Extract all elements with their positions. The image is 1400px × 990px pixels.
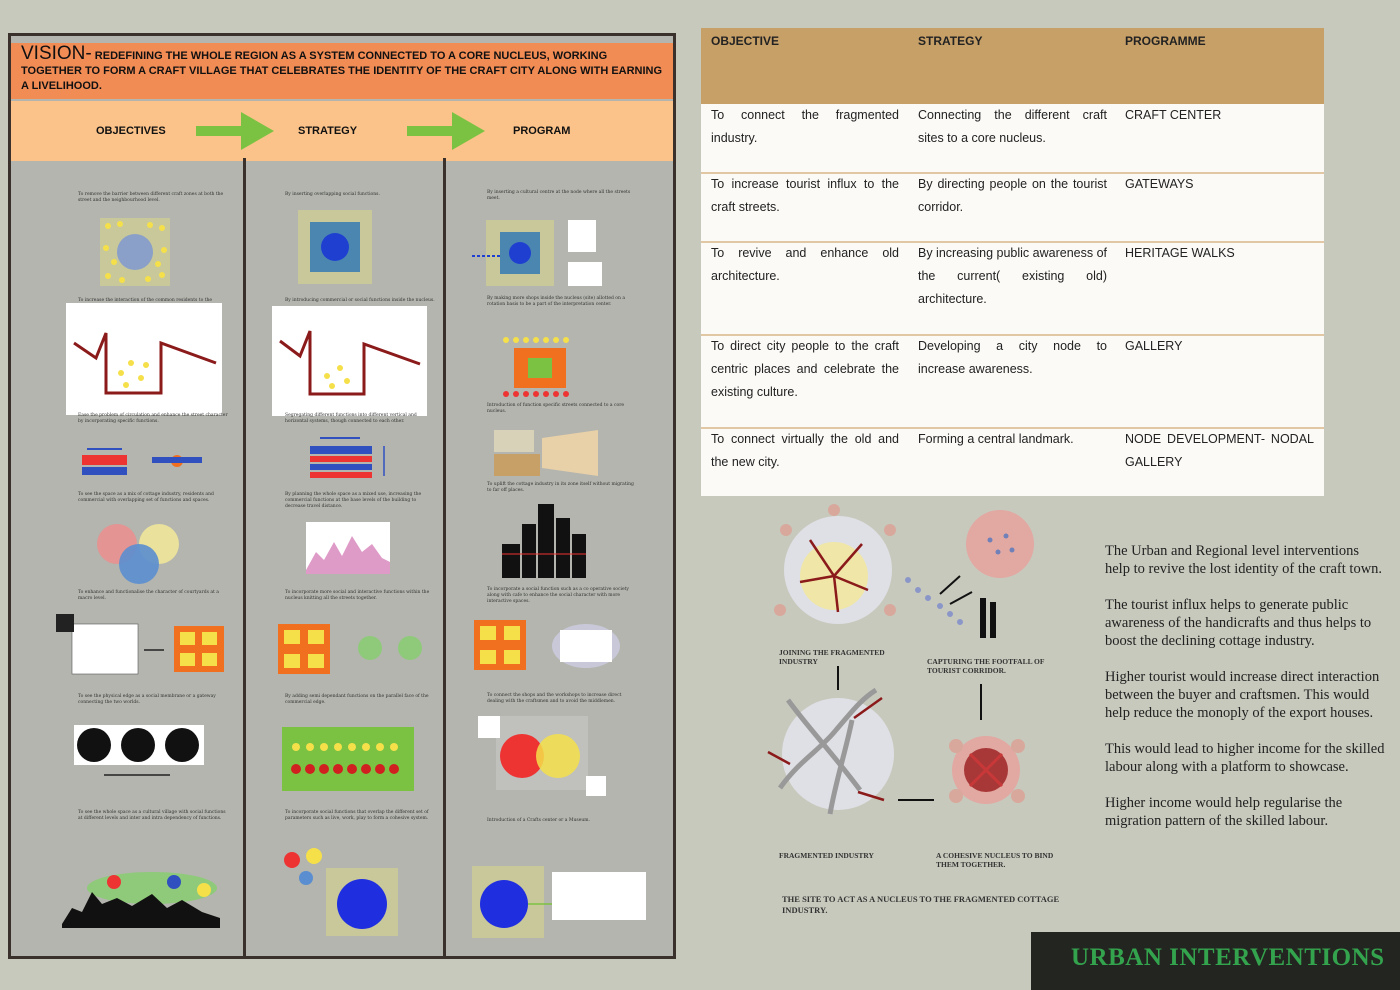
fragmented-caption: FRAGMENTED INDUSTRY [779, 851, 874, 860]
board-header-band [11, 101, 673, 161]
table-cell-objective: To connect the fragmented industry. [711, 108, 899, 145]
table-cell-programme: CRAFT CENTER [1125, 108, 1222, 122]
co-operative-icon [474, 620, 622, 676]
vision-banner [11, 43, 673, 99]
table-cell-strategy: By directing people on the tourist corridor. [918, 177, 1107, 214]
strategy-caption: By planning the whole space as a mixed use, increasing the commercial functions at the base levels of the building to decrease travel distance. [285, 492, 422, 509]
table-cell-programme: GATEWAYS [1125, 177, 1194, 191]
street-network-map [66, 303, 222, 415]
program-caption: Introduction of function specific streets connected to a core nucleus. [487, 403, 625, 414]
cohesive-caption: A COHESIVE NUCLEUS TO BIND THEM TOGETHER. [936, 851, 1054, 869]
program-caption: By inserting a cultural centre at the node where all the streets meet. [487, 190, 631, 201]
vision-statement: REDEFINING THE WHOLE REGION AS A SYSTEM CONNECTED TO A CORE NUCLEUS, WORKING TOGETHER TO FORM A CRAFT VILLAGE THAT CELEBRATES THE IDENTITY OF THE CRAFT CITY ALONG WITH EARNING A LIVELIHOOD. [21, 50, 663, 92]
tower-buildings-icon [502, 504, 586, 578]
objectives-header: OBJECTIVES [96, 125, 166, 137]
summary-text [1105, 542, 1385, 848]
column-divider [243, 158, 246, 956]
objective-caption: To enhance and functionalise the character of courtyards at a macro level. [78, 590, 219, 601]
shops-workshops-venn [478, 716, 608, 798]
program-caption: Introduction of a Crafts center or a Museum. [487, 818, 590, 823]
table-cell-strategy: By increasing public awareness of the current( existing old) architecture. [918, 246, 1107, 306]
page-title: URBAN INTERVENTIONS [1071, 944, 1385, 971]
strategy-caption: By adding semi dependant functions on the parallel face of the commercial edge. [285, 694, 429, 705]
nucleus-map [272, 306, 427, 416]
strategy-caption: By introducing commercial or social functions inside the nucleus. [285, 298, 435, 303]
summary-paragraph: Higher tourist would increase direct interaction between the buyer and craftsmen. This would help reduce the monoply of the export houses. [1105, 669, 1380, 721]
table-header-cell: PROGRAMME [1125, 34, 1206, 48]
table-header-cell: OBJECTIVE [711, 34, 780, 48]
objective-caption: To increase the interaction of the common residents to the [78, 298, 213, 303]
footer-banner [1031, 932, 1400, 990]
table-cell-objective: To increase tourist influx to the craft streets. [711, 177, 899, 214]
table-cell-strategy: Developing a city node to increase awareness. [918, 339, 1107, 376]
column-divider [443, 158, 446, 956]
objectives-table [701, 28, 1324, 496]
program-caption: By making more shops inside the nucleus (site) allotted on a rotation basis to be a part of the interpretation center. [487, 296, 626, 307]
craft-zones-icon [100, 218, 170, 286]
table-header-row [701, 28, 1324, 104]
mixed-use-venn [95, 522, 185, 584]
strategy-caption: Segregating different functions into different vertical and horizontal systems, though connected to each other. [285, 413, 417, 424]
joining-caption: JOINING THE FRAGMENTED INDUSTRY [779, 648, 885, 666]
vision-lead: VISION- [21, 43, 92, 64]
arrow-right-icon [407, 109, 487, 153]
summary-paragraph: This would lead to higher income for the skilled labour along with a platform to showcase. [1105, 741, 1385, 775]
function-streets-icon [502, 336, 578, 398]
courtyard-plan [56, 614, 228, 678]
strategy-caption: To incorporate social functions that overlap the different set of parameters such as live, work, play to form a cohesive system. [285, 810, 429, 821]
summary-paragraph: The tourist influx helps to generate public awareness of the handicrafts and thus helps to boost the declining cottage industry. [1105, 597, 1372, 649]
social-nucleus-icon [278, 624, 428, 676]
objective-caption: To see the space as a mix of cottage industry, residents and commercial with overlapping set of functions and spaces. [78, 492, 214, 503]
overlap-square-icon [298, 210, 372, 284]
summary-paragraph: The Urban and Regional level interventions help to revive the lost identity of the craft town. [1105, 543, 1383, 577]
edge-functions-icon [282, 727, 414, 791]
program-caption: To incorporate a social function such as a co operative society along with cafe to enhance the social character with more interactive spaces. [487, 587, 629, 604]
program-caption: To uplift the cottage industry in its zone itself without migrating to far off places. [487, 482, 634, 493]
gateway-icon [74, 725, 204, 783]
table-cell-programme: HERITAGE WALKS [1125, 246, 1235, 260]
strategy-caption: By inserting overlapping social functions. [285, 192, 380, 197]
objective-caption: Ease the problem of circulation and enhance the street character by incorporating specific functions. [78, 413, 228, 424]
table-header-cell: STRATEGY [918, 34, 983, 48]
arrow-right-icon [196, 109, 276, 153]
program-header: PROGRAM [513, 125, 571, 137]
cultural-village-silhouette [62, 868, 222, 928]
program-caption: To connect the shops and the workshops to increase direct dealing with the craftsmen and to avoid the middlemen. [487, 693, 622, 704]
objective-caption: To see the whole space as a cultural village with social functions at different levels and inter and intra dependency of functions. [78, 810, 226, 821]
circulation-icon [82, 443, 207, 481]
table-cell-objective: To direct city people to the craft centric places and celebrate the existing culture. [711, 339, 899, 399]
strategy-caption: To incorporate more social and interactive functions within the nucleus knitting all the streets together. [285, 590, 430, 601]
site-caption: THE SITE TO ACT AS A NUCLEUS TO THE FRAGMENTED COTTAGE INDUSTRY. [782, 894, 1060, 915]
table-cell-strategy: Connecting the different craft sites to a core nucleus. [918, 108, 1107, 145]
table-cell-programme: NODE DEVELOPMENT- NODAL GALLERY [1125, 432, 1314, 469]
table-cell-objective: To connect virtually the old and the new city. [711, 432, 899, 469]
vertical-system-icon [310, 432, 392, 484]
skyline-icon [306, 522, 390, 574]
table-cell-strategy: Forming a central landmark. [918, 432, 1074, 446]
table-cell-programme: GALLERY [1125, 339, 1183, 353]
objective-caption: To see the physical edge as a social membrane or a gateway connecting the two worlds. [78, 694, 216, 705]
cohesive-system-icon [282, 848, 400, 936]
cottage-industry-icon [494, 428, 600, 478]
cultural-centre-icon [472, 218, 604, 288]
capturing-caption: CAPTURING THE FOOTFALL OF TOURIST CORRIDOR. [927, 657, 1045, 675]
crafts-museum-icon [472, 866, 648, 938]
strategy-header: STRATEGY [298, 125, 358, 137]
objective-caption: To remove the barrier between different craft zones at both the street and the neighbourhood level. [78, 192, 224, 203]
table-cell-objective: To revive and enhance old architecture. [711, 246, 899, 283]
summary-paragraph: Higher income would help regularise the migration pattern of the skilled labour. [1105, 795, 1343, 829]
